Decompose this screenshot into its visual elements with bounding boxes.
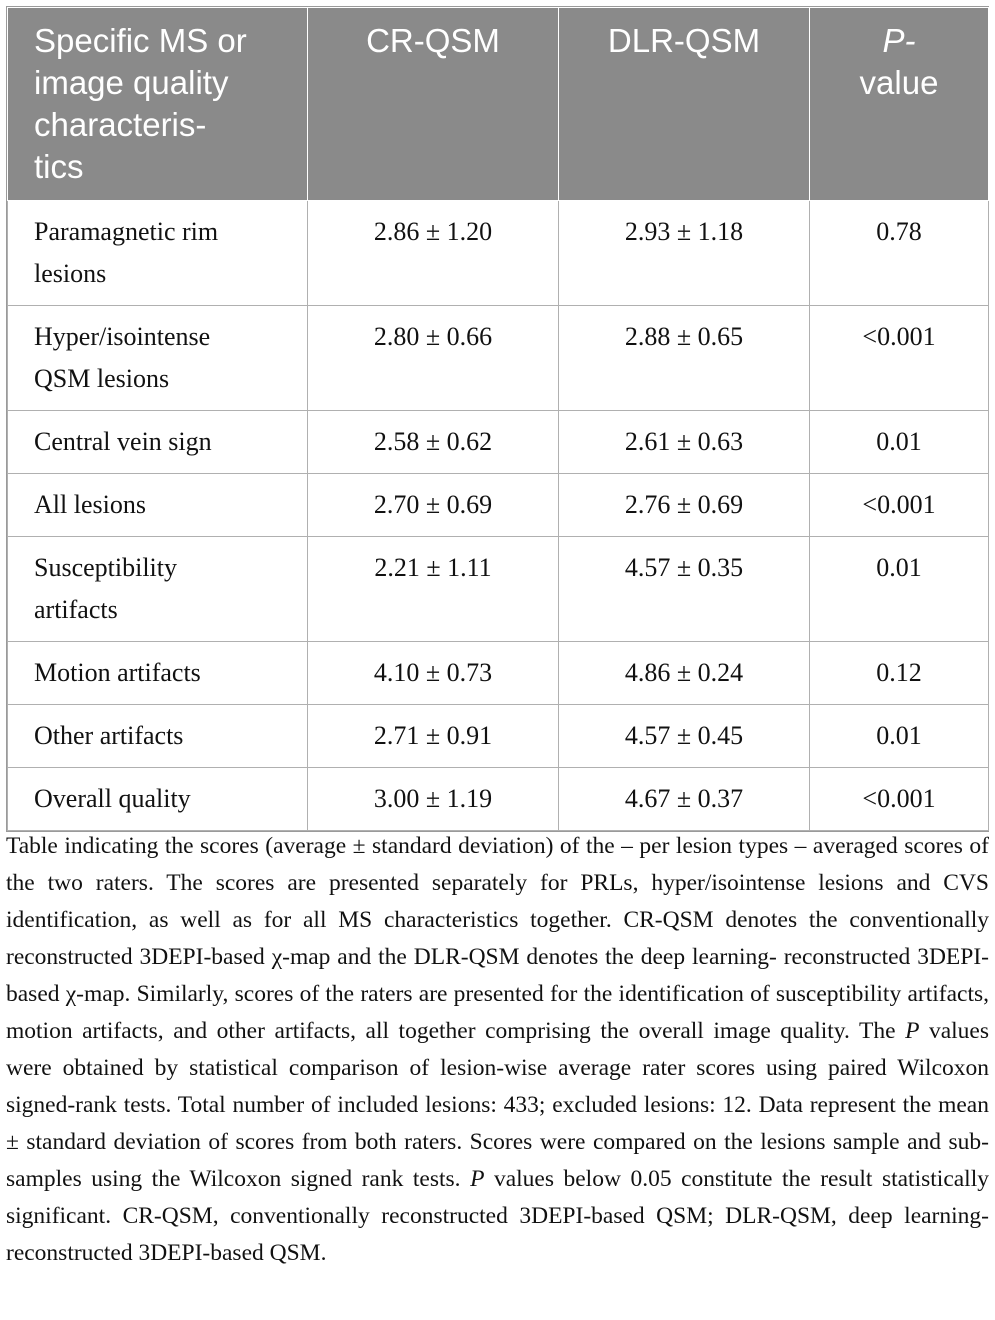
label-line: Central vein sign (34, 427, 212, 456)
p-value: 0.01 (810, 537, 989, 642)
dlr-qsm-value: 4.86 ± 0.24 (559, 642, 810, 705)
caption-p-italic: P (905, 1018, 920, 1044)
cr-qsm-value: 3.00 ± 1.19 (308, 768, 559, 831)
table-row (8, 474, 989, 537)
label-line: lesions (34, 259, 107, 288)
table-row (8, 201, 989, 306)
header-characteristics (8, 8, 308, 201)
table-caption (6, 828, 989, 1272)
dlr-qsm-value: 2.61 ± 0.63 (559, 411, 810, 474)
label-line: Susceptibility (34, 553, 177, 582)
label-line: artifacts (34, 595, 118, 624)
header-p-value (810, 8, 989, 201)
label-line: Overall quality (34, 784, 191, 813)
header-line: P- (882, 22, 916, 59)
table-row (8, 768, 989, 831)
header-line: characteris- (34, 106, 207, 143)
header-line: value (859, 64, 939, 101)
row-label (8, 411, 308, 474)
table-row (8, 411, 989, 474)
label-line: QSM lesions (34, 364, 170, 393)
header-line: Specific MS or (34, 22, 247, 59)
label-line: Hyper/isointense (34, 322, 211, 351)
header-dlr-qsm: DLR-QSM (559, 8, 810, 201)
p-value: <0.001 (810, 768, 989, 831)
dlr-qsm-value: 4.57 ± 0.45 (559, 705, 810, 768)
cr-qsm-value: 2.70 ± 0.69 (308, 474, 559, 537)
table-row (8, 306, 989, 411)
table-header-row (8, 8, 989, 201)
cr-qsm-value: 4.10 ± 0.73 (308, 642, 559, 705)
row-label (8, 642, 308, 705)
caption-p-italic: P (470, 1166, 485, 1192)
p-value: 0.01 (810, 705, 989, 768)
dlr-qsm-value: 4.67 ± 0.37 (559, 768, 810, 831)
row-label (8, 537, 308, 642)
row-label (8, 474, 308, 537)
label-line: Other artifacts (34, 721, 184, 750)
results-table (7, 7, 989, 831)
results-table-container (6, 6, 989, 832)
row-label (8, 705, 308, 768)
dlr-qsm-value: 4.57 ± 0.35 (559, 537, 810, 642)
dlr-qsm-value: 2.93 ± 1.18 (559, 201, 810, 306)
dlr-qsm-value: 2.76 ± 0.69 (559, 474, 810, 537)
header-cr-qsm: CR-QSM (308, 8, 559, 201)
table-row (8, 537, 989, 642)
p-value: <0.001 (810, 306, 989, 411)
p-value: 0.01 (810, 411, 989, 474)
label-line: All lesions (34, 490, 146, 519)
caption-text: Table indicating the scores (average ± standard deviation) of the – per lesion types – averaged scores of the two raters. The scores are presented separately for PRLs, hyper/isointense lesions and CVS identification, as well as for all MS characteristics together. CR-QSM denotes the conventionally reconstructed 3DEPI-based χ-map and the DLR-QSM denotes the deep learning- reconstructed 3DEPI-based χ-map. Similarly, scores of the raters are presented for the identification of susceptibility artifacts, motion artifacts, and other artifacts, all together comprising the overall image quality. The (6, 833, 989, 1044)
table-row (8, 705, 989, 768)
caption-text: values below 0.05 constitute the result statistically significant. CR-QSM, conventionally reconstructed 3DEPI-based QSM; DLR-QSM, deep learning-reconstructed 3DEPI-based QSM. (6, 1166, 989, 1266)
caption-text: values were obtained by statistical comparison of lesion-wise average rater scores using paired Wilcoxon signed-rank tests. Total number of included lesions: 433; excluded lesions: 12. Data represent the mean ± standard deviation of scores from both raters. Scores were compared on the lesions sample and sub-samples using the Wilcoxon signed rank tests. (6, 1018, 989, 1192)
dlr-qsm-value: 2.88 ± 0.65 (559, 306, 810, 411)
cr-qsm-value: 2.80 ± 0.66 (308, 306, 559, 411)
p-value: 0.78 (810, 201, 989, 306)
table-row (8, 642, 989, 705)
cr-qsm-value: 2.21 ± 1.11 (308, 537, 559, 642)
p-value: <0.001 (810, 474, 989, 537)
p-value: 0.12 (810, 642, 989, 705)
cr-qsm-value: 2.58 ± 0.62 (308, 411, 559, 474)
row-label (8, 768, 308, 831)
cr-qsm-value: 2.86 ± 1.20 (308, 201, 559, 306)
row-label (8, 306, 308, 411)
label-line: Motion artifacts (34, 658, 201, 687)
header-line: tics (34, 148, 84, 185)
label-line: Paramagnetic rim (34, 217, 219, 246)
header-line: image quality (34, 64, 229, 101)
cr-qsm-value: 2.71 ± 0.91 (308, 705, 559, 768)
row-label (8, 201, 308, 306)
